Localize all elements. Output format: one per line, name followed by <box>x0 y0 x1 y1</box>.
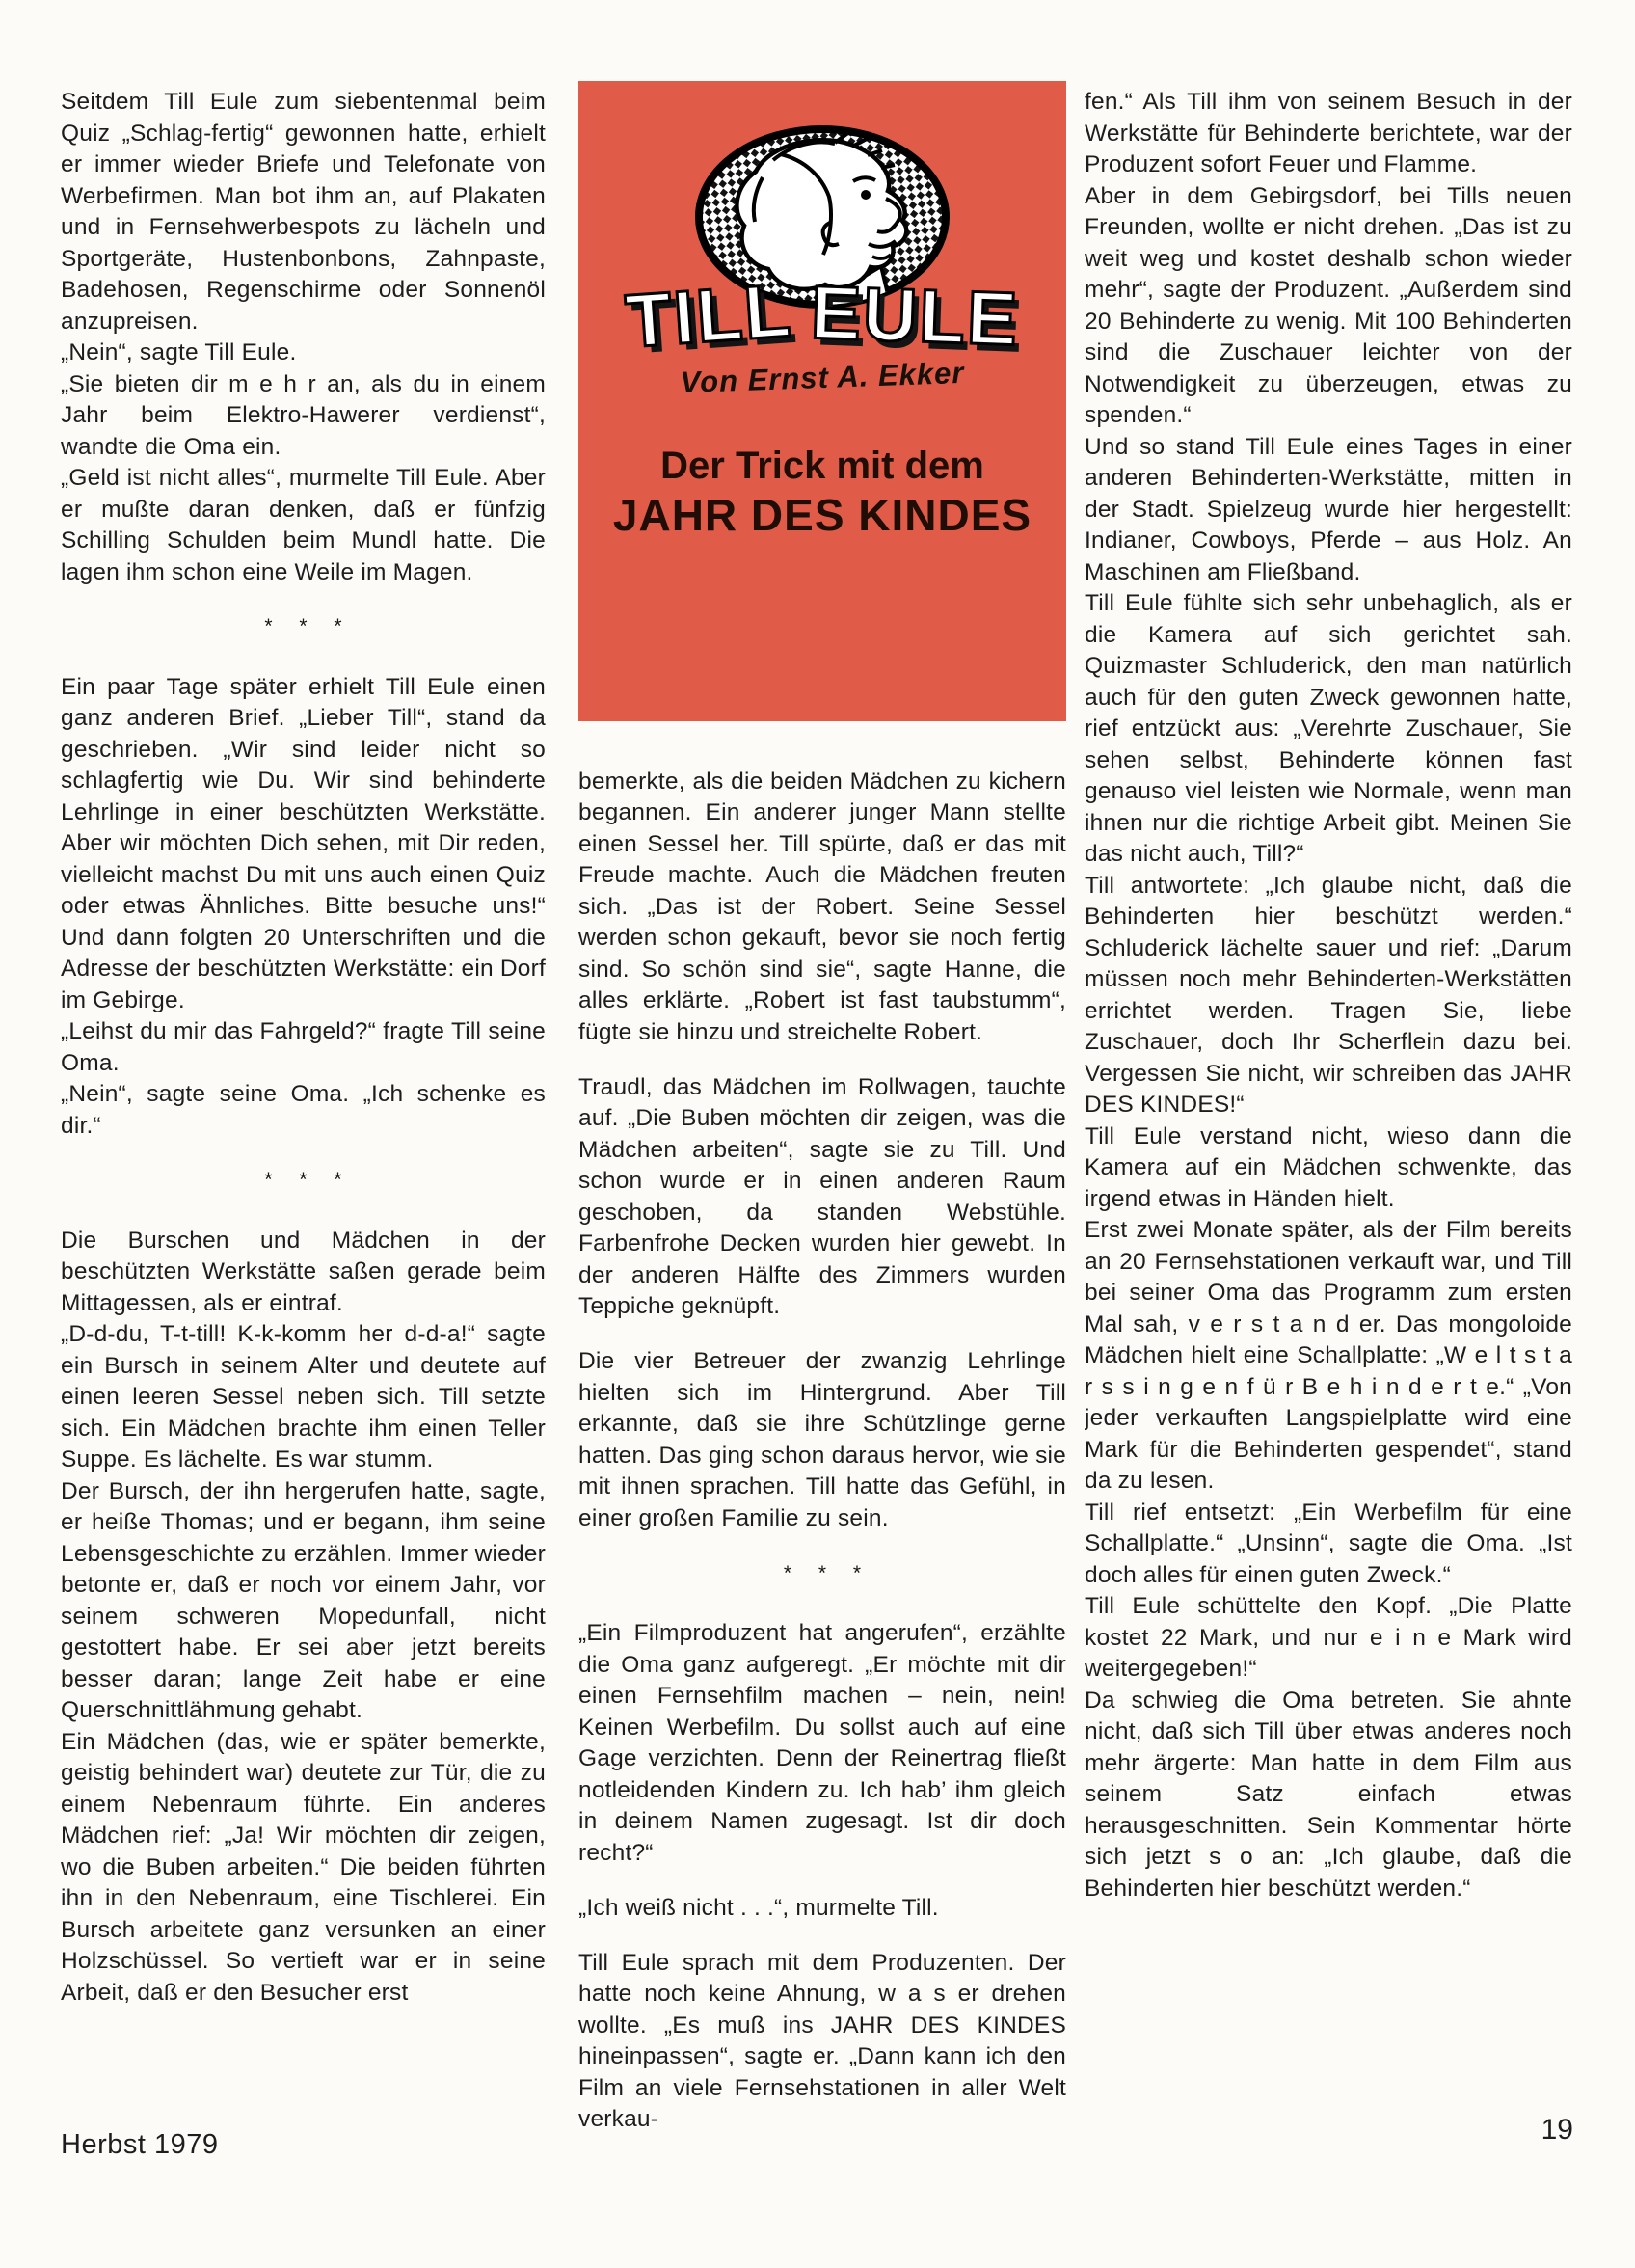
logo-word-eule: EULE <box>809 269 1021 362</box>
subtitle-line-2: JAHR DES KINDES <box>612 490 1032 541</box>
logo-word-till: TILL <box>622 267 795 364</box>
subtitle-line-1: Der Trick mit dem <box>660 445 984 487</box>
column-right <box>1085 87 1572 2133</box>
paragraph: Ein Mädchen (das, wie er später bemerkte, geistig behindert war) deutete zur Tür, die zu einem Nebenraum führte. Ein anderes Mädchen rief: „Ja! Wir möchten dir zeigen, wo die Buben arbeiten.“ Die beiden führten ihn in den Nebenraum, eine Tischlerei. Ein Bursch arbeitete ganz versunken an einer Holzschüssel. So vertieft war er in seine Arbeit, daß er den Besucher erst <box>61 1728 546 2006</box>
paragraph: Da schwieg die Oma betreten. Sie ahnte nicht, daß sich Till über etwas anderes noch mehr ärgerte: Man hatte in dem Film aus seinem Satz einfach etwas herausgeschnitten. Sein Kommentar hörte sich jetzt s o an: „Ich glaube, daß die Behinderten hier beschützt werden.“ <box>1085 1687 1572 1902</box>
paragraph: Ein paar Tage später erhielt Till Eule einen ganz anderen Brief. „Lieber Till“, stand da geschrieben. „Wir sind leider nicht so schlagfertig wie Du. Wir sind behinderte Lehrlinge in einer beschützten Werkstätte. Aber wir möchten Dich sehen, mit Dir reden, vielleicht machst Du mit uns auch einen Quiz oder etwas Ähnliches. Bitte besuche uns!“ Und dann folgten 20 Unterschriften und die Adresse der beschützten Werkstätte: ein Dorf im Gebirge. <box>61 673 546 1013</box>
paragraph: Till rief entsetzt: „Ein Werbefilm für eine Schallplatte.“ „Unsinn“, sagte die Oma. „Ist doch alles für einen guten Zweck.“ <box>1085 1498 1572 1588</box>
paragraph: Aber in dem Gebirgsdorf, bei Tills neuen Freunden, wollte er nicht drehen. „Das ist zu weit weg und kostet deshalb schon wieder mehr“, sagte der Produzent. „Außerdem sind 20 Behinderte zu wenig. Mit 100 Behinderten sind die Zuschauer leichter von der Notwendigkeit zu überzeugen, etwas zu spenden.“ <box>1085 182 1572 428</box>
paragraph: Till Eule schüttelte den Kopf. „Die Platte kostet 22 Mark, und nur e i n e Mark wird weitergegeben!“ <box>1085 1593 1572 1682</box>
page-number: 19 <box>1541 2114 1573 2146</box>
column-middle <box>578 81 1066 2143</box>
paragraph: „Ich weiß nicht . . .“, murmelte Till. <box>578 1894 939 1921</box>
paragraph: Till antwortete: „Ich glaube nicht, daß die Behinderten hier beschützt werden.“ Schluderick lächelte sauer und rief: „Darum müssen noch mehr Behinderten-Werkstätten errichtet werden. Tragen Sie, liebe Zuschauer, doch Ihr Scherflein dazu bei. Vergessen Sie nicht, wir schreiben das JAHR DES KINDES!“ <box>1085 872 1572 1118</box>
paragraph: „D-d-du, T-t-till! K-k-komm her d-d-a!“ sagte ein Bursch in seinem Alter und deutete auf einen leeren Sessel neben sich. Till setzte sich. Ein Mädchen brachte ihm einen Teller Suppe. Es lächelte. Es war stumm. <box>61 1321 546 1472</box>
paragraph: Till Eule verstand nicht, wieso dann die Kamera auf ein Mädchen schwenkte, das irgend etwas in Händen hielt. <box>1085 1122 1572 1212</box>
paragraph: Die vier Betreuer der zwanzig Lehrlinge hielten sich im Hintergrund. Aber Till erkannte, daß sie ihre Schützlinge gerne hatten. Das ging schon daraus hervor, wie sie mit ihnen sprachen. Till hatte das Gefühl, in einer großen Familie zu sein. <box>578 1348 1066 1531</box>
paragraph: „Nein“, sagte seine Oma. „Ich schenke es dir.“ <box>61 1081 546 1139</box>
paragraph: bemerkte, als die beiden Mädchen zu kichern begannen. Ein anderer junger Mann stellte einen Sessel her. Till spürte, daß er das mit Freude machte. Auch die Mädchen freuten sich. „Das ist der Robert. Seine Sessel werden schon gekauft, bevor sie noch fertig sind. So schön sind sie“, sagte Hanne, die alles erklärte. „Robert ist fast taubstumm“, fügte sie hinzu und streichelte Robert. <box>578 768 1066 1045</box>
story-byline: Von Ernst A. Ekker <box>680 355 965 400</box>
section-separator: * * * <box>264 615 353 637</box>
paragraph: Seitdem Till Eule zum siebentenmal beim Quiz „Schlag-fertig“ gewonnen hatte, erhielt er immer wieder Briefe und Telefonate von Werbefirmen. Man bot ihm an, auf Plakaten und in Fernsehwerbespots zu lächeln und Sportgeräte, Hustenbonbons, Zahnpaste, Badehosen, Regenschirme oder Sonnenöl anzupreisen. <box>61 89 546 335</box>
story-logo-till-eule <box>578 267 1066 364</box>
paragraph: „Ein Filmproduzent hat angerufen“, erzählte die Oma ganz aufgeregt. „Er möchte mit dir einen Fernsehfilm machen – nein, nein! Keinen Werbefilm. Du sollst auch auf eine Gage verzichten. Denn der Reinertrag fließt notleidenden Kindern zu. Ich hab’ ihm gleich in deinem Namen zugesagt. Ist dir doch recht?“ <box>578 1620 1066 1866</box>
paragraph: „Geld ist nicht alles“, murmelte Till Eule. Aber er mußte daran denken, daß er fünfzig Schilling Schulden beim Mundl hatte. Die lagen ihm schon eine Weile im Magen. <box>61 465 546 585</box>
paragraph: Till Eule fühlte sich sehr unbehaglich, als er die Kamera auf sich gerichtet sah. Quizmaster Schluderick, den man natürlich auch für den guten Zweck gewonnen hatte, rief entzückt aus: „Verehrte Zuschauer, Sie sehen selbst, Behinderte können fast genauso viel leisten wie Normale, wenn man ihnen nur die richtige Arbeit gibt. Meinen Sie das nicht auch, Till?“ <box>1085 590 1572 867</box>
column-middle-text <box>578 742 1066 2143</box>
paragraph: fen.“ Als Till ihm von seinem Besuch in der Werkstätte für Behinderte berichtete, war der Produzent sofort Feuer und Flamme. <box>1085 89 1572 177</box>
paragraph: „Nein“, sagte Till Eule. <box>61 339 297 365</box>
paragraph: Traudl, das Mädchen im Rollwagen, tauchte auf. „Die Buben möchten dir zeigen, was die Mädchen arbeiten“, sagte sie zu Till. Und schon wurde er in einen anderen Raum geschoben, da standen Webstühle. Farbenfrohe Decken wurden hier gewebt. In der anderen Hälfte des Zimmers wurden Teppiche geknüpft. <box>578 1073 1066 1319</box>
issue-date: Herbst 1979 <box>61 2129 219 2160</box>
section-separator: * * * <box>783 1561 872 1584</box>
section-separator: * * * <box>264 1169 353 1191</box>
story-title-artbox <box>578 81 1066 721</box>
paragraph: Till Eule sprach mit dem Produzenten. Der hatte noch keine Ahnung, w a s er drehen wollte. „Es muß ins JAHR DES KINDES hineinpassen“, sagte er. „Dann kann ich den Film an viele Fernsehstationen in aller Welt verkau- <box>578 1949 1066 2132</box>
story-subtitle <box>578 444 1066 541</box>
paragraph: „Leihst du mir das Fahrgeld?“ fragte Till seine Oma. <box>61 1018 546 1076</box>
paragraph: Erst zwei Monate später, als der Film bereits an 20 Fernsehstationen verkauft war, und Till bei seiner Oma das Programm zum ersten Mal sah, v e r s t a n d er. Das mongoloide Mädchen hielt eine Schallplatte: „W e l t s t a r s s i n g e n f ü r B e h i n d e r t e.“ „Von jeder verkauften Langspielplatte wird eine Mark für die Behinderten gespendet“, stand da zu lesen. <box>1085 1217 1572 1494</box>
paragraph: „Sie bieten dir m e h r an, als du in einem Jahr beim Elektro-Hawerer verdienst“, wandte die Oma ein. <box>61 370 546 460</box>
paragraph: Und so stand Till Eule eines Tages in einer anderen Behinderten-Werkstätte, mitten in der Stadt. Spielzeug wurde hier hergestellt: Indianer, Cowboys, Pferde – aus Holz. An Maschinen am Fließband. <box>1085 433 1572 585</box>
paragraph: Die Burschen und Mädchen in der beschützten Werkstätte saßen gerade beim Mittagessen, als er eintraf. <box>61 1227 546 1316</box>
column-left <box>61 87 546 2133</box>
paragraph: Der Bursch, der ihn hergerufen hatte, sagte, er heiße Thomas; und er begann, ihm seine Lebensgeschichte zu erzählen. Immer wieder betonte er, daß er noch vor einem Jahr, vor seinem schweren Mopedunfall, nicht gestottert habe. Er sei aber jetzt bereits besser daran; lange Zeit habe er eine Querschnittlähmung gehabt. <box>61 1477 546 1723</box>
